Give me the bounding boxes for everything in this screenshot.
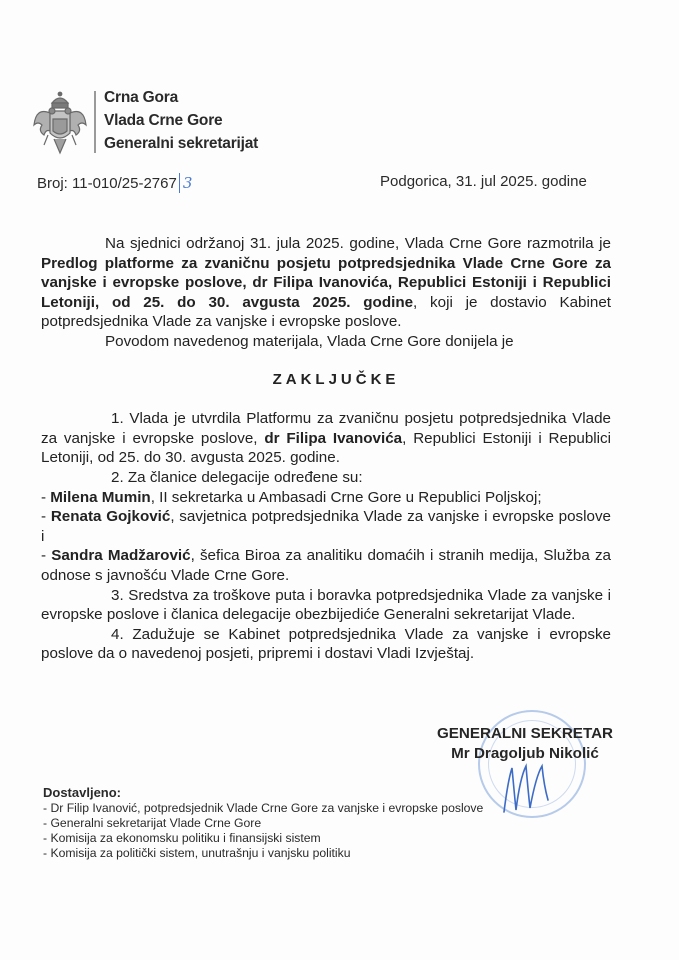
delegation-member [41, 546, 611, 585]
handwritten-suffix: 3 [179, 173, 193, 193]
list-dash: - [41, 508, 51, 526]
conclusion-1-text: 1. Vlada je utvrdila Platformu za zvaničnu posjetu potpredsjednika Vlade za vanjske i evropske poslove, [41, 410, 611, 447]
country-name: Crna Gora [104, 89, 178, 106]
conclusion-1-text-end: , Republici Estoniji i Republici Letoniji, od 25. do 30. avgusta 2025. godine. [41, 429, 612, 467]
conclusion-2-intro: 2. Za članice delegacije određene su: [111, 468, 363, 486]
distribution-item: - Komisija za ekonomsku politiku i finansijski sistem [43, 831, 321, 845]
department-name: Generalni sekretarijat [104, 135, 259, 152]
member-name: Renata Gojković [50, 508, 171, 526]
government-name: Vlada Crne Gore [104, 112, 223, 129]
conclusion-4: 4. Zadužuje se Kabinet potpredsjednika Vlade za vanjske i evropske poslove da o navedenoj posjeti, pripremi i dostavi Vladi Izvještaj. [41, 625, 611, 663]
delegation-member [41, 507, 611, 546]
conclusions-heading: ZAKLJUČKE [272, 370, 400, 388]
distribution-item: - Generalni sekretarijat Vlade Crne Gore [43, 816, 262, 830]
distribution-title: Dostavljeno: [43, 785, 122, 800]
header-divider [94, 91, 96, 153]
conclusion-1-bold-name: dr Filipa Ivanovića [264, 429, 403, 447]
signature-block [400, 724, 650, 763]
member-name: Sandra Madžarović [51, 547, 191, 565]
reference-number [37, 173, 192, 193]
intro-bold-subject: Predlog platforme za zvaničnu posjetu potpredsjednika Vlade Crne Gore za vanjske i evropske poslove, dr Filipa Ivanovića, Republici Estoniji i Republici Letoniji, od 25. do 30. avgusta 2025. godine [41, 254, 611, 311]
list-dash: - [41, 488, 51, 506]
reference-number-text: Broj: 11-010/25-2767 [37, 175, 177, 192]
list-dash: - [41, 547, 52, 565]
document-body [41, 234, 611, 664]
distribution-list [43, 785, 483, 861]
member-role: , savjetnica potpredsjednika Vlade za vanjske i evropske poslove i [41, 508, 611, 545]
place-and-date: Podgorica, 31. jul 2025. godine [380, 173, 587, 190]
signatory-title: GENERALNI SEKRETAR [436, 725, 614, 742]
distribution-item: - Komisija za politički sistem, unutrašnju i vanjsku politiku [43, 846, 351, 860]
delegation-member [41, 488, 611, 508]
intro-text-end: , koji je dostavio Kabinet potpredsjednika Vlade za vanjske i evropske poslove. [41, 293, 611, 331]
member-role: , II sekretarka u Ambasadi Crne Gore u Republici Poljskoj; [150, 488, 542, 506]
intro-paragraph [41, 234, 611, 332]
member-name: Milena Mumin [50, 488, 151, 506]
member-role: , šefica Biroa za analitiku domaćih i stranih medija, Služba za odnose s javnošću Vlade Crne Gore. [41, 547, 611, 584]
conclusion-3: 3. Sredstva za troškove puta i boravka potpredsjednika Vlade za vanjske i evropske poslove i članica delegacije obezbijediće Generalni sekretarijat Vlade. [41, 586, 611, 624]
institution-header [104, 86, 258, 155]
signatory-name: Mr Dragoljub Nikolić [451, 744, 599, 762]
montenegro-coat-of-arms-icon [32, 91, 88, 159]
conclusion-1 [41, 409, 611, 468]
decision-paragraph: Povodom navedenog materijala, Vlada Crne Gore donijela je [105, 332, 514, 350]
distribution-item: - Dr Filip Ivanović, potpredsjednik Vlade Crne Gore za vanjske i evropske poslove [43, 801, 484, 815]
intro-text: Na sjednici održanoj 31. jula 2025. godine, Vlada Crne Gore razmotrila je [105, 235, 611, 252]
handwritten-signature-icon [498, 760, 558, 820]
